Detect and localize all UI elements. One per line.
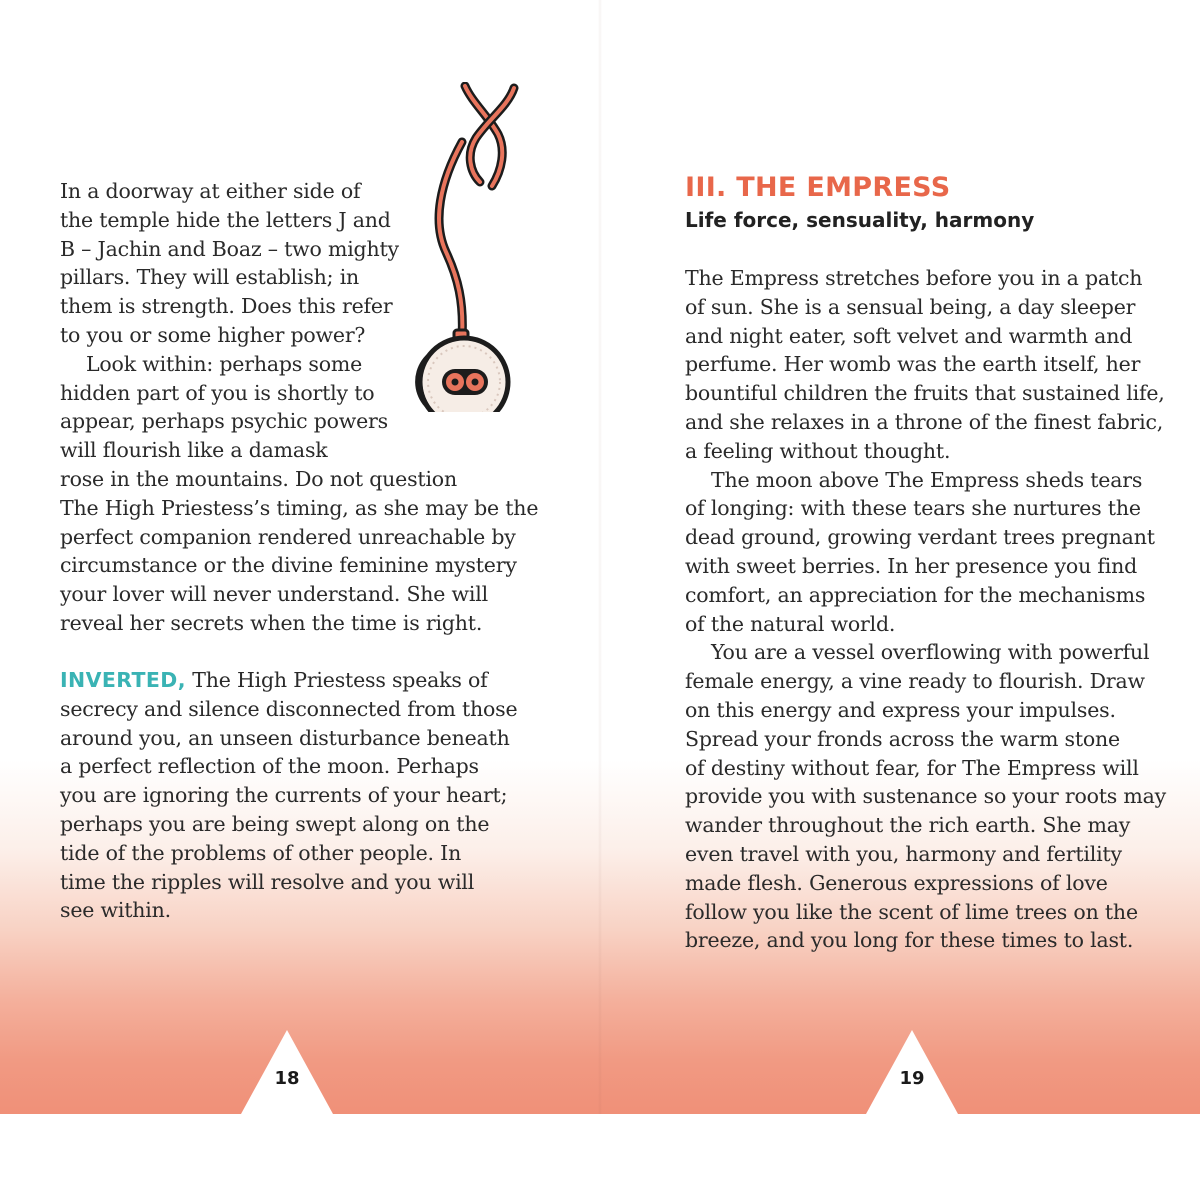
text-line: B – Jachin and Boaz – two mighty [60, 236, 399, 261]
text-line: circumstance or the divine feminine mystery [60, 553, 517, 578]
text-line: Look within: perhaps some [86, 351, 363, 376]
text-line: them is strength. Does this refer [60, 294, 393, 319]
text-line: will flourish like a damask [60, 438, 328, 463]
text-line: Spread your fronds across the warm stone [685, 726, 1120, 751]
text-line: rose in the mountains. Do not question [60, 466, 457, 491]
text-line: time the ripples will resolve and you will [60, 869, 475, 894]
text-line: with sweet berries. In her presence you find [685, 553, 1138, 578]
page-number: 19 [899, 1068, 925, 1089]
page-number: 18 [274, 1068, 300, 1089]
text-line: and night eater, soft velvet and warmth and [685, 323, 1133, 348]
text-line: breeze, and you long for these times to last. [685, 928, 1134, 953]
text-line: You are a vessel overflowing with powerful [711, 640, 1150, 665]
text-line: The moon above The Empress sheds tears [711, 467, 1143, 492]
text-line: even travel with you, harmony and fertility [685, 841, 1122, 866]
text-line: secrecy and silence disconnected from those [60, 696, 518, 721]
text-line: on this energy and express your impulses. [685, 697, 1116, 722]
page-number-tab-left [241, 1030, 333, 1114]
text-line: around you, an unseen disturbance beneath [60, 725, 510, 750]
text-line: perfume. Her womb was the earth itself, her [685, 352, 1141, 377]
text-line: you are ignoring the currents of your heart; [60, 783, 508, 808]
text-line: appear, perhaps psychic powers [60, 409, 388, 434]
text-line: perfect companion rendered unreachable by [60, 524, 516, 549]
text-line: pillars. They will establish; in [60, 265, 360, 290]
text-line: of destiny without fear, for The Empress will [685, 755, 1139, 780]
text-line: In a doorway at either side of [60, 179, 361, 203]
page-subtitle: Life force, sensuality, harmony [685, 208, 1035, 232]
text-line: The Empress stretches before you in a patch [685, 266, 1143, 290]
text-line: the temple hide the letters J and [60, 207, 391, 232]
text-line: a feeling without thought. [685, 438, 951, 463]
text-line: reveal her secrets when the time is right. [60, 610, 483, 635]
text-line: follow you like the scent of lime trees on the [685, 899, 1138, 924]
page-number-tab-right [866, 1030, 958, 1114]
left-page-inverted-text [60, 666, 517, 925]
text-line: provide you with sustenance so your roots may [685, 784, 1167, 809]
text-line: of sun. She is a sensual being, a day sleeper [685, 294, 1136, 319]
text-line: perhaps you are being swept along on the [60, 811, 490, 836]
inverted-first-line [60, 666, 517, 695]
text-line: wander throughout the rich earth. She may [685, 813, 1131, 838]
text-line: of longing: with these tears she nurtures the [685, 496, 1141, 521]
inverted-label: INVERTED, [60, 668, 186, 692]
inverted-first-line-text: The High Priestess speaks of [185, 668, 488, 692]
text-line: dead ground, growing verdant trees pregnant [685, 525, 1155, 550]
text-line: and she relaxes in a throne of the finest fabric, [685, 409, 1164, 434]
text-line: bountiful children the fruits that sustained life, [685, 381, 1165, 406]
text-line: to you or some higher power? [60, 322, 366, 347]
text-line: see within. [60, 898, 171, 923]
right-page-text [685, 264, 1166, 955]
book-gutter [598, 0, 602, 1114]
pendant-illustration [410, 82, 530, 416]
text-line: made flesh. Generous expressions of love [685, 870, 1108, 895]
pendant-icon [410, 82, 530, 412]
text-line: tide of the problems of other people. In [60, 840, 462, 865]
text-line: The High Priestess’s timing, as she may be the [60, 495, 539, 520]
text-line: comfort, an appreciation for the mechanisms [685, 582, 1146, 607]
text-line: female energy, a vine ready to flourish. Draw [685, 669, 1145, 694]
text-line: of the natural world. [685, 611, 896, 636]
text-line: a perfect reflection of the moon. Perhaps [60, 754, 479, 779]
text-line: hidden part of you is shortly to [60, 380, 375, 405]
text-line: your lover will never understand. She will [60, 582, 488, 607]
page-title: III. THE EMPRESS [685, 172, 951, 203]
